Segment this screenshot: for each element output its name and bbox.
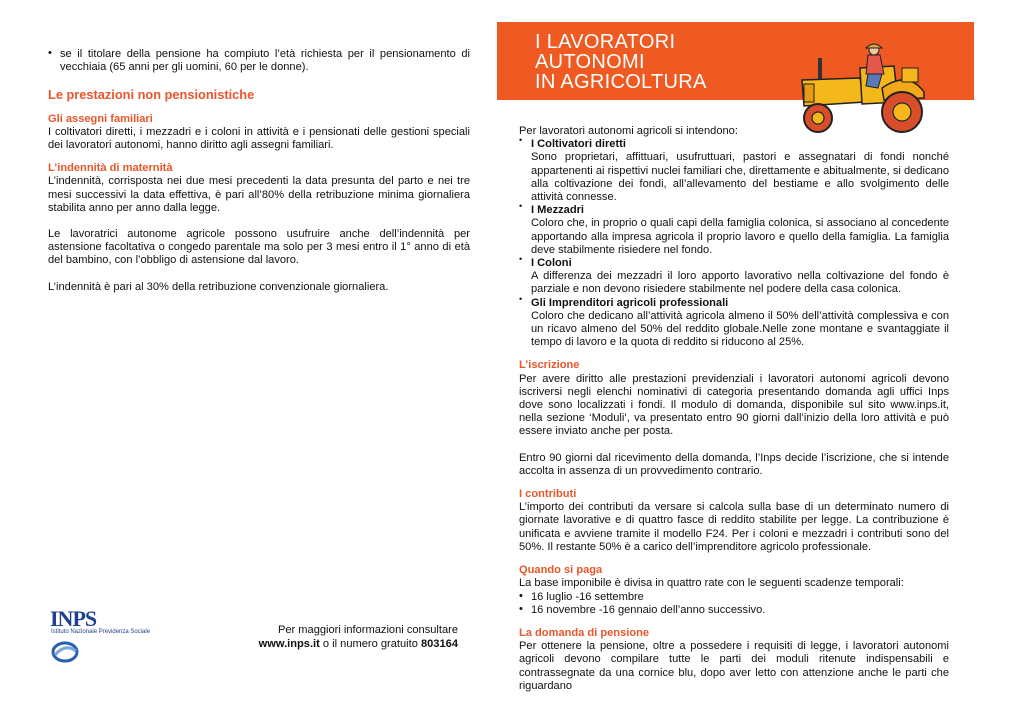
maternita-p1: L’indennità, corrisposta nei due mesi precedenti la data presunta del parto e nei tre mesi successivi la data effettiva, è pari all’80% della retribuzione minima giornaliera stabilita anno per anno dalla legge. xyxy=(48,175,470,214)
pension-bullet: • se il titolare della pensione ha compiuto l’età richiesta per il pensionamento di vecchiaia (65 anni per gli uomini, 60 per le donne). xyxy=(48,48,470,74)
quando-item: • 16 novembre -16 gennaio dell’anno successivo. xyxy=(519,604,949,617)
domanda-title: La domanda di pensione xyxy=(519,626,650,639)
contributi-p1: L’importo dei contributi da versare si calcola sulla base di un determinato numero di giornate lavorative e di quattro fasce di reddito stabilite per legge. La contribuzione è unificata e avviene tramite il modello F24. Per i coloni e mezzadri i contributi sono del 50%. Il restante 50% è a carico dell’imprenditore agricolo professionale. xyxy=(519,501,949,553)
footer-middle: o il numero gratuito xyxy=(319,638,421,650)
maternita-p2: Le lavoratrici autonome agricole possono usufruire anche dell’indennità per astensione facoltativa o congedo parentale ma solo per 3 mesi entro il 1° anno di età del bambino, con l’obbligo di astensione dal lavoro. xyxy=(48,228,470,267)
banner-line2: AUTONOMI xyxy=(535,51,645,73)
category-desc: Sono proprietari, affittuari, usufruttuari, pastori e assegnatari di fondi nonché appartenenti ai rispettivi nuclei familiari che, direttamente e abitualmente, si dedicano alla coltivazione dei fondi, all’allevamento del bestiame e allo svolgimento delle attività connesse. xyxy=(531,151,949,204)
domanda-p1: Per ottenere la pensione, oltre a possedere i requisiti di legge, i lavoratori autonomi agricoli devono compilare tutte le parti dei moduli ritenute indispensabili e contrassegnate da una cornice blu, dopo aver letto con attenzione anche le parti che riguardano xyxy=(519,640,949,692)
assegni-title: Gli assegni familiari xyxy=(48,112,153,125)
quando-item: • 16 luglio -16 settembre xyxy=(519,591,949,604)
logo-name: INPS xyxy=(50,606,97,631)
assegni-text: I coltivatori diretti, i mezzadri e i coloni in attività e i pensionati delle gestioni speciali dei lavoratori autonomi, hanno diritto agli assegni familiari. xyxy=(48,125,470,152)
category-name: • I Mezzadri xyxy=(531,204,585,217)
banner-line1: I LAVORATORI xyxy=(535,31,676,53)
category-item xyxy=(519,138,949,151)
footer-line2 xyxy=(250,637,458,651)
footer-info xyxy=(250,623,458,651)
quando-title: Quando si paga xyxy=(519,564,603,577)
banner-title xyxy=(535,32,707,92)
banner-line3: IN AGRICOLTURA xyxy=(535,71,707,93)
category-item xyxy=(519,204,949,217)
category-desc: A differenza dei mezzadri il loro apporto lavorativo nella coltivazione del fondo è parziale e non devono risiedere stabilmente nel podere della casa colonica. xyxy=(531,270,949,296)
footer-site-link[interactable]: www.inps.it xyxy=(258,638,320,650)
category-name: • I Coltivatori diretti xyxy=(531,138,626,151)
category-name: • Gli Imprenditori agricoli professionali xyxy=(531,296,729,309)
left-column xyxy=(48,48,470,294)
category-desc: Coloro che, in proprio o quali capi della famiglia colonica, si associano al concedente apportando alla impresa agricola il proprio lavoro e quello della famiglia. La famiglia deve stabilmente risiedere nel fondo. xyxy=(531,217,949,256)
right-column xyxy=(519,125,949,693)
logo-swirl-icon xyxy=(50,639,80,665)
section-title: Le prestazioni non pensionistiche xyxy=(48,87,255,103)
quando-p1: La base imponibile è divisa in quattro rate con le seguenti scadenze temporali: xyxy=(519,577,904,590)
category-name: • I Coloni xyxy=(531,257,572,270)
iscrizione-p2: Entro 90 giorni dal ricevimento della domanda, l’Inps decide l’iscrizione, che si intende accolta in assenza di un provvedimento contrario. xyxy=(519,451,949,477)
category-desc: Coloro che dedicano all’attività agricola almeno il 50% dell’attività complessiva e con un ricavo almeno del 50% del reddito globale.Nelle zone montane e svantaggiate il tempo di lavoro e la quota di reddito si riducono al 25%. xyxy=(531,309,949,349)
inps-logo xyxy=(50,606,160,662)
maternita-p3: L’indennità è pari al 30% della retribuzione convenzionale giornaliera. xyxy=(48,280,389,293)
iscrizione-title: L’iscrizione xyxy=(519,359,580,372)
intro-text: Per lavoratori autonomi agricoli si intendono: xyxy=(519,125,738,137)
maternita-title: L’indennità di maternità xyxy=(48,162,173,175)
footer-line1: Per maggiori informazioni consultare xyxy=(277,624,458,636)
contributi-title: I contributi xyxy=(519,488,577,501)
footer-phone: 803164 xyxy=(420,638,458,650)
category-item xyxy=(519,257,949,270)
iscrizione-p1: Per avere diritto alle prestazioni previdenziali i lavoratori autonomi agricoli devono iscriversi negli elenchi nominativi di categoria presentando domanda agli uffici Inps dove sono localizzati i fondi. Il modulo di domanda, disponibile sul sito www.inps.it, nella sezione ‘Moduli’, va presentato entro 90 giorni dall’inizio della loro attività e può essere inviato anche per posta. xyxy=(519,372,949,438)
category-item xyxy=(519,297,949,310)
logo-subtitle: Istituto Nazionale Previdenza Sociale xyxy=(51,629,151,635)
